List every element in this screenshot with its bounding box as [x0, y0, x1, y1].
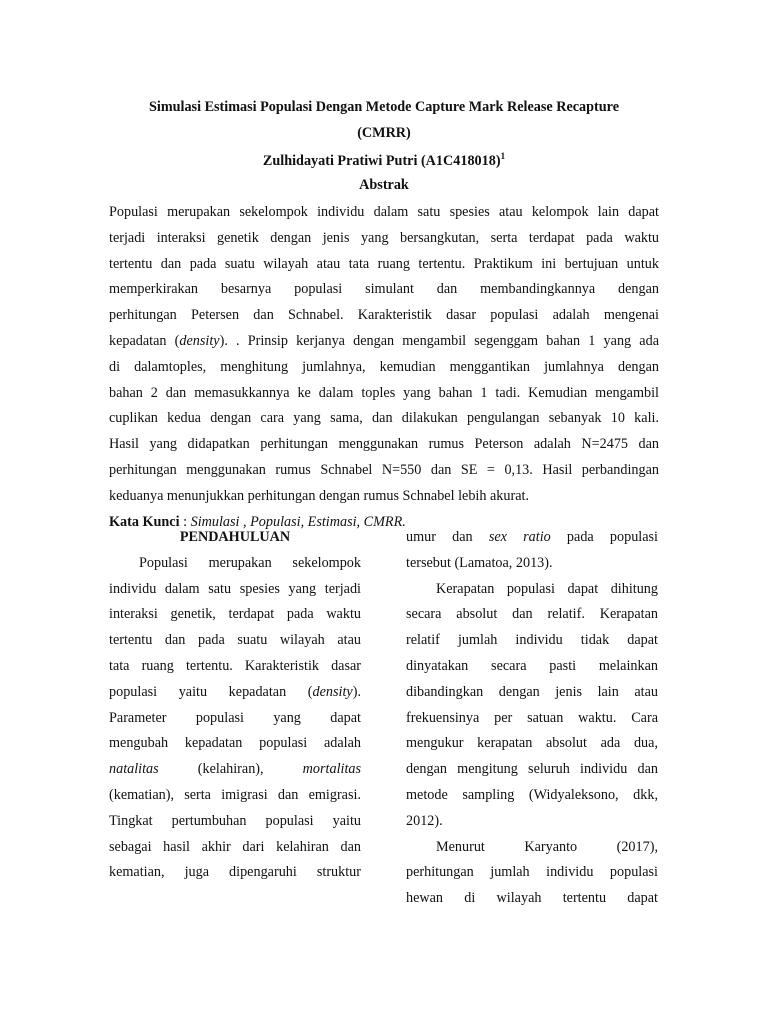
- abstract-line: Hasil yang didapatkan perhitungan menggunakan rumus Peterson adalah N=2475 dan: [109, 436, 659, 453]
- body-line: perhitungan jumlah individu populasi: [406, 864, 658, 881]
- body-line: individu dalam satu spesies yang terjadi: [109, 580, 361, 597]
- body-line: relatif jumlah individu tidak dapat: [406, 632, 658, 649]
- body-line: tertentu dan pada suatu wilayah atau: [109, 632, 361, 649]
- italic-term: sex ratio: [488, 529, 551, 545]
- body-text: pada populasi: [550, 529, 658, 545]
- body-line: (kematian), serta imigrasi dan emigrasi.: [109, 786, 361, 803]
- body-line: tersebut (Lamatoa, 2013).: [406, 554, 553, 571]
- abstract-text: ). . Prinsip kerjanya dengan mengambil segenggam bahan 1 yang ada: [219, 332, 659, 349]
- body-line: dibandingkan dengan jenis lain atau: [406, 683, 658, 700]
- body-line: metode sampling (Widyaleksono, dkk,: [406, 786, 658, 803]
- body-line: frekuensinya per satuan waktu. Cara: [406, 709, 658, 726]
- body-line: Populasi merupakan sekelompok: [139, 554, 361, 571]
- body-line: Parameter populasi yang dapat: [109, 709, 361, 726]
- abstract-line: cuplikan kedua dengan cara yang sama, dan dilakukan pengulangan sebanyak 10 kali.: [109, 410, 659, 427]
- abstract-body: [109, 200, 659, 535]
- body-text: (kelahiran),: [197, 761, 264, 778]
- right-column: [406, 525, 658, 912]
- abstract-line: tertentu dan pada suatu wilayah atau tata ruang tertentu. Praktikum ini bertujuan untuk: [109, 255, 659, 272]
- body-line: hewan di wilayah tertentu dapat: [406, 890, 658, 907]
- body-line-density: [109, 680, 361, 706]
- body-line-sex-ratio: [406, 525, 658, 551]
- abstract-line: perhitungan Petersen dan Schnabel. Karakteristik dasar populasi adalah mengenai: [109, 307, 659, 324]
- body-line: sebagai hasil akhir dari kelahiran dan: [109, 838, 361, 855]
- italic-term: natalitas: [109, 761, 159, 778]
- left-column: [109, 525, 361, 886]
- body-line-natalitas: [109, 757, 361, 783]
- body-line: mengubah kepadatan populasi adalah: [109, 735, 361, 752]
- abstract-line: bahan 2 dan memasukkannya ke dalam toples yang bahan 1 tadi. Kemudian mengambil: [109, 384, 659, 401]
- abstract-italic-term: density: [179, 332, 220, 349]
- body-text: umur dan: [406, 529, 489, 545]
- paper-title-line-1: Simulasi Estimasi Populasi Dengan Metode Capture Mark Release Recapture: [148, 99, 619, 115]
- abstract-line: keduanya menunjukkan perhitungan dengan rumus Schnabel lebih akurat.: [109, 487, 529, 504]
- keywords-value: Simulasi , Populasi, Estimasi, CMRR.: [190, 513, 406, 530]
- abstract-heading: Abstrak: [359, 177, 409, 193]
- abstract-line: memperkirakan besarnya populasi simulant dan membandingkannya dengan: [109, 281, 659, 298]
- body-line: kematian, juga dipengaruhi struktur: [109, 864, 361, 881]
- body-line: Tingkat pertumbuhan populasi yaitu: [109, 812, 361, 829]
- abstract-line: di dalamtoples, menghitung jumlahnya, kemudian menggantikan jumlahnya dengan: [109, 358, 659, 375]
- body-line: Menurut Karyanto (2017),: [436, 838, 658, 855]
- abstract-line: Populasi merupakan sekelompok individu dalam satu spesies atau kelompok lain dapat: [109, 204, 659, 220]
- body-line: mengukur kerapatan absolut ada dua,: [406, 735, 658, 752]
- body-line: 2012).: [406, 812, 443, 829]
- body-line: Kerapatan populasi dapat dihitung: [436, 580, 658, 597]
- italic-term: density: [312, 683, 353, 700]
- body-text: populasi yaitu kepadatan (: [109, 683, 313, 700]
- section-heading: PENDAHULUAN: [179, 529, 291, 545]
- body-line: secara absolut dan relatif. Kerapatan: [406, 606, 658, 623]
- body-line: tata ruang tertentu. Karakteristik dasar: [109, 657, 361, 674]
- paper-title-line-2: (CMRR): [357, 125, 411, 141]
- abstract-line: terjadi interaksi genetik dengan jenis yang bersangkutan, serta terdapat pada waktu: [109, 229, 659, 246]
- abstract-text: kepadatan (: [109, 332, 180, 349]
- author-line: [0, 151, 768, 170]
- abstract-line: perhitungan menggunakan rumus Schnabel N=550 dan SE = 0,13. Hasil perbandingan: [109, 461, 659, 478]
- author-superscript: 1: [500, 151, 506, 161]
- keywords-label: Kata Kunci: [109, 513, 180, 530]
- author-name: Zulhidayati Pratiwi Putri (A1C418018): [262, 153, 501, 169]
- abstract-line-density: [109, 329, 659, 355]
- body-line: dinyatakan secara pasti melainkan: [406, 657, 658, 674]
- italic-term: mortalitas: [302, 761, 362, 778]
- body-line: dengan mengitung seluruh individu dan: [406, 761, 658, 778]
- keywords-separator: :: [179, 513, 191, 530]
- body-text: ).: [352, 683, 361, 700]
- body-line: interaksi genetik, terdapat pada waktu: [109, 606, 361, 623]
